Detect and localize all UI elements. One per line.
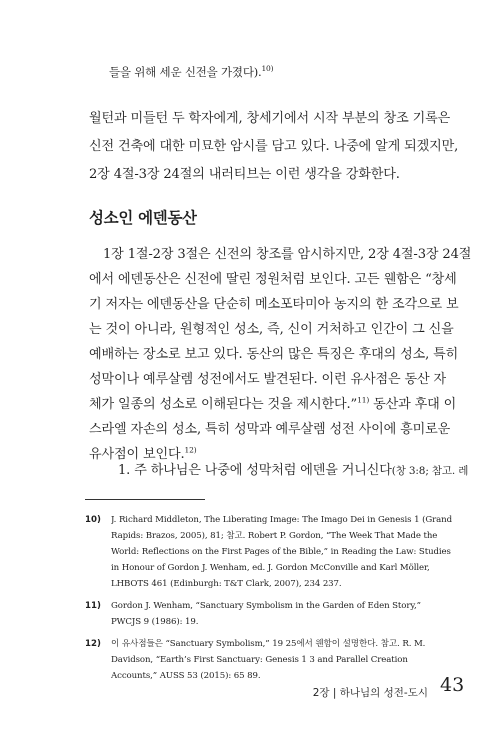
continuation-line <box>109 64 273 80</box>
footnote-12-number: 12) <box>85 639 101 649</box>
intro-line-3: 2장 4절-3장 24절의 내러티브는 이런 생각을 강화한다. <box>89 167 400 182</box>
continuation-text: 들을 위해 세운 신전을 가졌다). <box>109 65 262 79</box>
list-item-reference: (창 3:8; 참고. 레 <box>391 465 469 477</box>
section-line-2: 에서 에덴동산은 신전에 딸린 정원처럼 보인다. 고든 웬함은 “창세 <box>89 272 457 287</box>
footnote-11-line-2: PWCJS 9 (1986): 19. <box>111 617 199 627</box>
section-line-3: 기 저자는 에덴동산을 단순히 메소포타미아 농지의 한 조각으로 보 <box>89 297 459 312</box>
footnote-12-line-2: Davidson, “Earth’s First Sanctuary: Genesis 1 3 and Parallel Creation <box>111 655 408 665</box>
section-heading: 성소인 에덴동산 <box>89 209 197 227</box>
footnote-ref-12: 12) <box>184 446 197 455</box>
footnote-10-line-3: World: Reflections on the First Pages of the Bible,” in Reading the Law: Studies <box>111 547 451 557</box>
section-line-1: 1장 1절-2장 3절은 신전의 창조를 암시하지만, 2장 4절-3장 24절 <box>103 247 472 262</box>
footnote-11-number: 11) <box>85 601 101 611</box>
running-head: 2장 | 하나님의 성전-도시 <box>312 687 428 699</box>
intro-line-2: 신전 건축에 대한 미묘한 암시를 담고 있다. 나중에 알게 되겠지만, <box>89 139 459 154</box>
section-line-7-text: 체가 일종의 성소로 이해된다는 것을 제시한다.” <box>89 397 358 412</box>
footnote-10-line-4: in Honour of Gordon J. Wenham, ed. J. Gordon McConville and Karl Möller, <box>111 563 430 573</box>
page-number: 43 <box>440 674 465 696</box>
section-line-4: 는 것이 아니라, 원형적인 성소, 즉, 신이 거처하고 인간이 그 신을 <box>89 322 454 337</box>
footnote-ref-11: 11) <box>357 396 370 405</box>
footnote-10-line-1: J. Richard Middleton, The Liberating Image: The Imago Dei in Genesis 1 (Grand <box>111 515 452 525</box>
footnote-11-line-1: Gordon J. Wenham, “Sanctuary Symbolism in the Garden of Eden Story,” <box>111 601 421 611</box>
section-line-7-tail: 동산과 후대 이 <box>369 397 457 412</box>
intro-line-1: 월턴과 미들턴 두 학자에게, 창세기에서 시작 부분의 창조 기록은 <box>89 111 451 126</box>
footnote-12-line-1: 이 유사점들은 “Sanctuary Symbolism,” 19 25에서 웬함이 설명한다. 참고. R. M. <box>111 639 426 649</box>
list-item-text: 1. 주 하나님은 나중에 성막처럼 에덴을 거니신다 <box>118 463 392 478</box>
list-item-1 <box>118 462 468 480</box>
section-line-7 <box>89 396 456 414</box>
footnote-10-line-5: LHBOTS 461 (Edinburgh: T&T Clark, 2007), 234 237. <box>111 579 342 589</box>
footnote-divider <box>85 499 205 500</box>
section-line-6: 성막이나 예루살렘 성전에서도 발견된다. 이런 유사점은 동산 자 <box>89 372 447 387</box>
footnote-ref-10: 10) <box>261 64 274 74</box>
footnote-10-number: 10) <box>85 515 101 525</box>
section-line-9-text: 유사점이 보인다. <box>89 447 185 462</box>
section-line-5: 예배하는 장소로 보고 있다. 동산의 많은 특징은 후대의 성소, 특히 <box>89 347 459 362</box>
section-line-8: 스라엘 자손의 성소, 특히 성막과 예루살렘 성전 사이에 흥미로운 <box>89 422 451 437</box>
footnote-12-line-3: Accounts,” AUSS 53 (2015): 65 89. <box>111 671 261 681</box>
footnote-10-line-2: Rapids: Brazos, 2005), 81; 참고. Robert P. Gordon, “The Week That Made the <box>111 531 438 541</box>
